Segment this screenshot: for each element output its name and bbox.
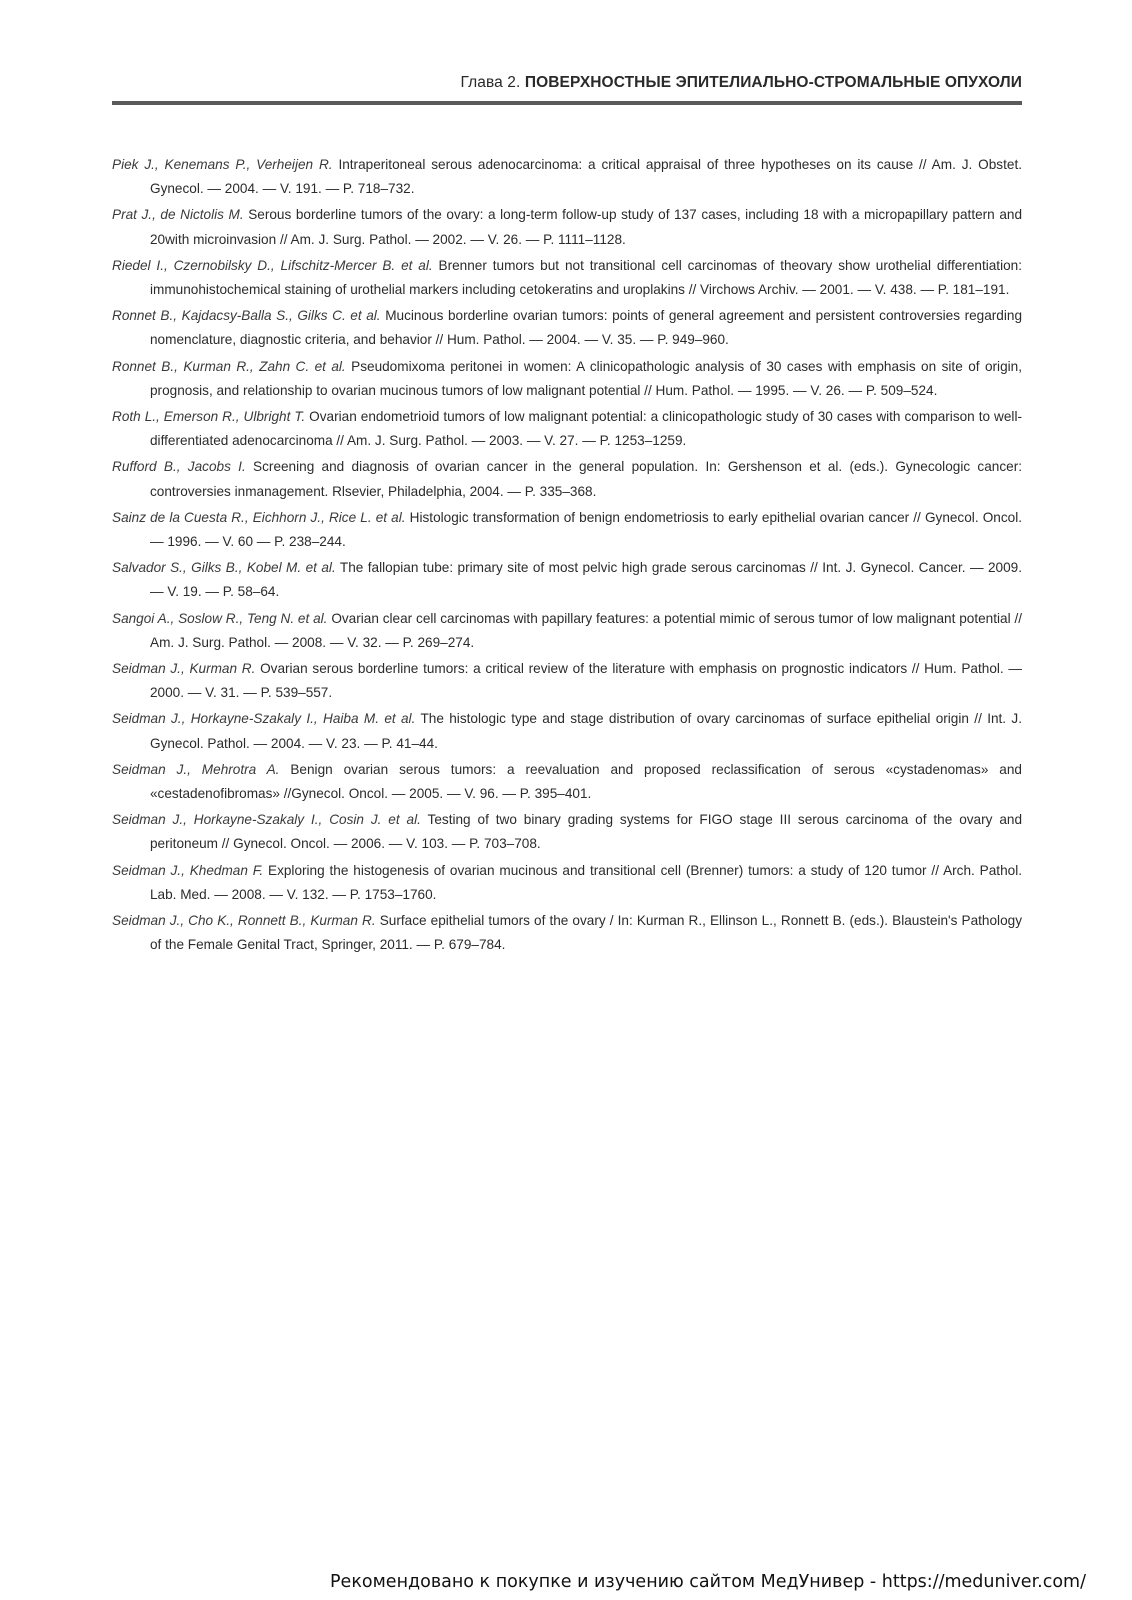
reference-entry bbox=[112, 405, 1022, 453]
reference-authors: Seidman J., Mehrotra A. bbox=[112, 761, 280, 777]
reference-authors: Piek J., Kenemans P., Verheijen R. bbox=[112, 157, 333, 172]
chapter-label: Глава 2. bbox=[460, 74, 521, 91]
reference-authors: Prat J., de Nictolis M. bbox=[112, 207, 244, 223]
reference-entry bbox=[112, 254, 1022, 302]
reference-entry bbox=[112, 203, 1022, 251]
reference-entry bbox=[112, 808, 1022, 856]
reference-authors: Seidman J., Kurman R. bbox=[112, 661, 256, 677]
header-rule bbox=[112, 101, 1022, 105]
reference-text: Benign ovarian serous tumors: a reevaluation and proposed reclassification of serous «cystadenomas» and «cestadenofibromas» //Gynecol. Oncol. — 2005. — V. 96. — P. 395–401. bbox=[150, 761, 1022, 802]
reference-entry bbox=[112, 707, 1022, 755]
reference-entry bbox=[112, 909, 1022, 957]
reference-entry bbox=[112, 758, 1022, 806]
reference-authors: Seidman J., Cho K., Ronnett B., Kurman R. bbox=[112, 913, 376, 929]
reference-entry bbox=[112, 607, 1022, 655]
reference-entry bbox=[112, 506, 1022, 554]
reference-authors: Roth L., Emerson R., Ulbright T. bbox=[112, 409, 306, 425]
reference-entry bbox=[112, 859, 1022, 907]
reference-text: The fallopian tube: primary site of most pelvic high grade serous carcinomas // Int. J. Gynecol. Cancer. — 2009. — V. 19. — P. 58–64. bbox=[150, 560, 1022, 600]
reference-list bbox=[112, 153, 1022, 960]
running-head bbox=[112, 74, 1022, 92]
reference-text: Testing of two binary grading systems for FIGO stage III serous carcinoma of the ovary and peritoneum // Gynecol. Oncol. — 2006. — V. 103. — P. 703–708. bbox=[150, 812, 1022, 852]
reference-text: Brenner tumors but not transitional cell carcinomas of theovary show urothelial differentiation: immunohistochemical staining of urothelial markers including cetokeratins and uroplakins // Virchows Archiv. — 2001. — V. 438. — P. 181–191. bbox=[150, 257, 1022, 298]
reference-authors: Ronnet B., Kurman R., Zahn C. et al. bbox=[112, 358, 346, 374]
reference-text: Ovarian clear cell carcinomas with papillary features: a potential mimic of serous tumor of low malignant potential // Am. J. Surg. Pathol. — 2008. — V. 32. — P. 269–274. bbox=[150, 610, 1023, 650]
reference-text: Ovarian serous borderline tumors: a critical review of the literature with emphasis on prognostic indicators // Hum. Pathol. — 2000. — V. 31. — P. 539–557. bbox=[150, 661, 1022, 701]
chapter-title: ПОВЕРХНОСТНЫЕ ЭПИТЕЛИАЛЬНО-СТРОМАЛЬНЫЕ ОПУХОЛИ bbox=[524, 74, 1022, 91]
footer-recommendation: Рекомендовано к покупке и изучению сайтом МедУнивер - https://meduniver.com/ bbox=[330, 1572, 1086, 1592]
reference-authors: Seidman J., Horkayne-Szakaly I., Haiba M. et al. bbox=[112, 711, 416, 727]
reference-text: The histologic type and stage distribution of ovary carcinomas of surface epithelial origin // Int. J. Gynecol. Pathol. — 2004. — V. 23. — P. 41–44. bbox=[150, 711, 1023, 751]
reference-entry bbox=[112, 304, 1022, 352]
reference-text: Screening and diagnosis of ovarian cancer in the general population. In: Gershenson et al. (eds.). Gynecologic cancer: controversies inmanagement. Rlsevier, Philadelphia, 2004. — P. 335–368. bbox=[150, 459, 1023, 499]
reference-authors: Seidman J., Horkayne-Szakaly I., Cosin J. et al. bbox=[112, 812, 421, 828]
reference-text: Histologic transformation of benign endometriosis to early epithelial ovarian cancer // Gynecol. Oncol. — 1996. — V. 60 — P. 238–244. bbox=[150, 509, 1022, 550]
reference-text: Surface epithelial tumors of the ovary / In: Kurman R., Ellinson L., Ronnett B. (eds.). Blaustein's Pathology of the Female Genital Tract, Springer, 2011. — P. 679–784. bbox=[150, 913, 1022, 953]
reference-entry bbox=[112, 455, 1022, 503]
reference-text: Exploring the histogenesis of ovarian mucinous and transitional cell (Brenner) tumors: a study of 120 tumor // Arch. Pathol. Lab. Med. — 2008. — V. 132. — P. 1753–1760. bbox=[150, 862, 1023, 902]
reference-text: Intraperitoneal serous adenocarcinoma: a critical appraisal of three hypotheses on its cause // Am. J. Obstet. Gynecol. — 2004. — V. 191. — P. 718–732. bbox=[150, 157, 1022, 197]
reference-authors: Seidman J., Khedman F. bbox=[112, 862, 264, 878]
reference-text: Mucinous borderline ovarian tumors: points of general agreement and persistent controversies regarding nomenclature, diagnostic criteria, and behavior // Hum. Pathol. — 2004. — V. 35. — P. 949–960. bbox=[150, 308, 1023, 348]
reference-authors: Rufford B., Jacobs I. bbox=[112, 459, 246, 475]
reference-authors: Riedel I., Czernobilsky D., Lifschitz-Mercer B. et al. bbox=[112, 257, 433, 273]
reference-entry bbox=[112, 657, 1022, 705]
reference-text: Pseudomixoma peritonei in women: A clinicopathologic analysis of 30 cases with emphasis on site of origin, prognosis, and relationship to ovarian mucinous tumors of low malignant potential // Hum. Pathol. — 1995. — V. 26. — P. 509–524. bbox=[150, 358, 1022, 398]
reference-text: Serous borderline tumors of the ovary: a long-term follow-up study of 137 cases, including 18 with a micropapillary pattern and 20with microinvasion // Am. J. Surg. Pathol. — 2002. — V. 26. — P. 1111–1128. bbox=[150, 207, 1023, 247]
reference-entry bbox=[112, 355, 1022, 403]
reference-entry bbox=[112, 556, 1022, 604]
reference-authors: Sangoi A., Soslow R., Teng N. et al. bbox=[112, 610, 328, 626]
reference-authors: Salvador S., Gilks B., Kobel M. et al. bbox=[112, 560, 336, 576]
reference-text: Ovarian endometrioid tumors of low malignant potential: a clinicopathologic study of 30 cases with comparison to well-differentiated adenocarcinoma // Am. J. Surg. Pathol. — 2003. — V. 27. — P. 1253–1259. bbox=[150, 409, 1022, 449]
reference-entry bbox=[112, 153, 1022, 201]
reference-authors: Ronnet B., Kajdacsy-Balla S., Gilks C. et al. bbox=[112, 308, 381, 324]
reference-authors: Sainz de la Cuesta R., Eichhorn J., Rice L. et al. bbox=[112, 509, 406, 525]
